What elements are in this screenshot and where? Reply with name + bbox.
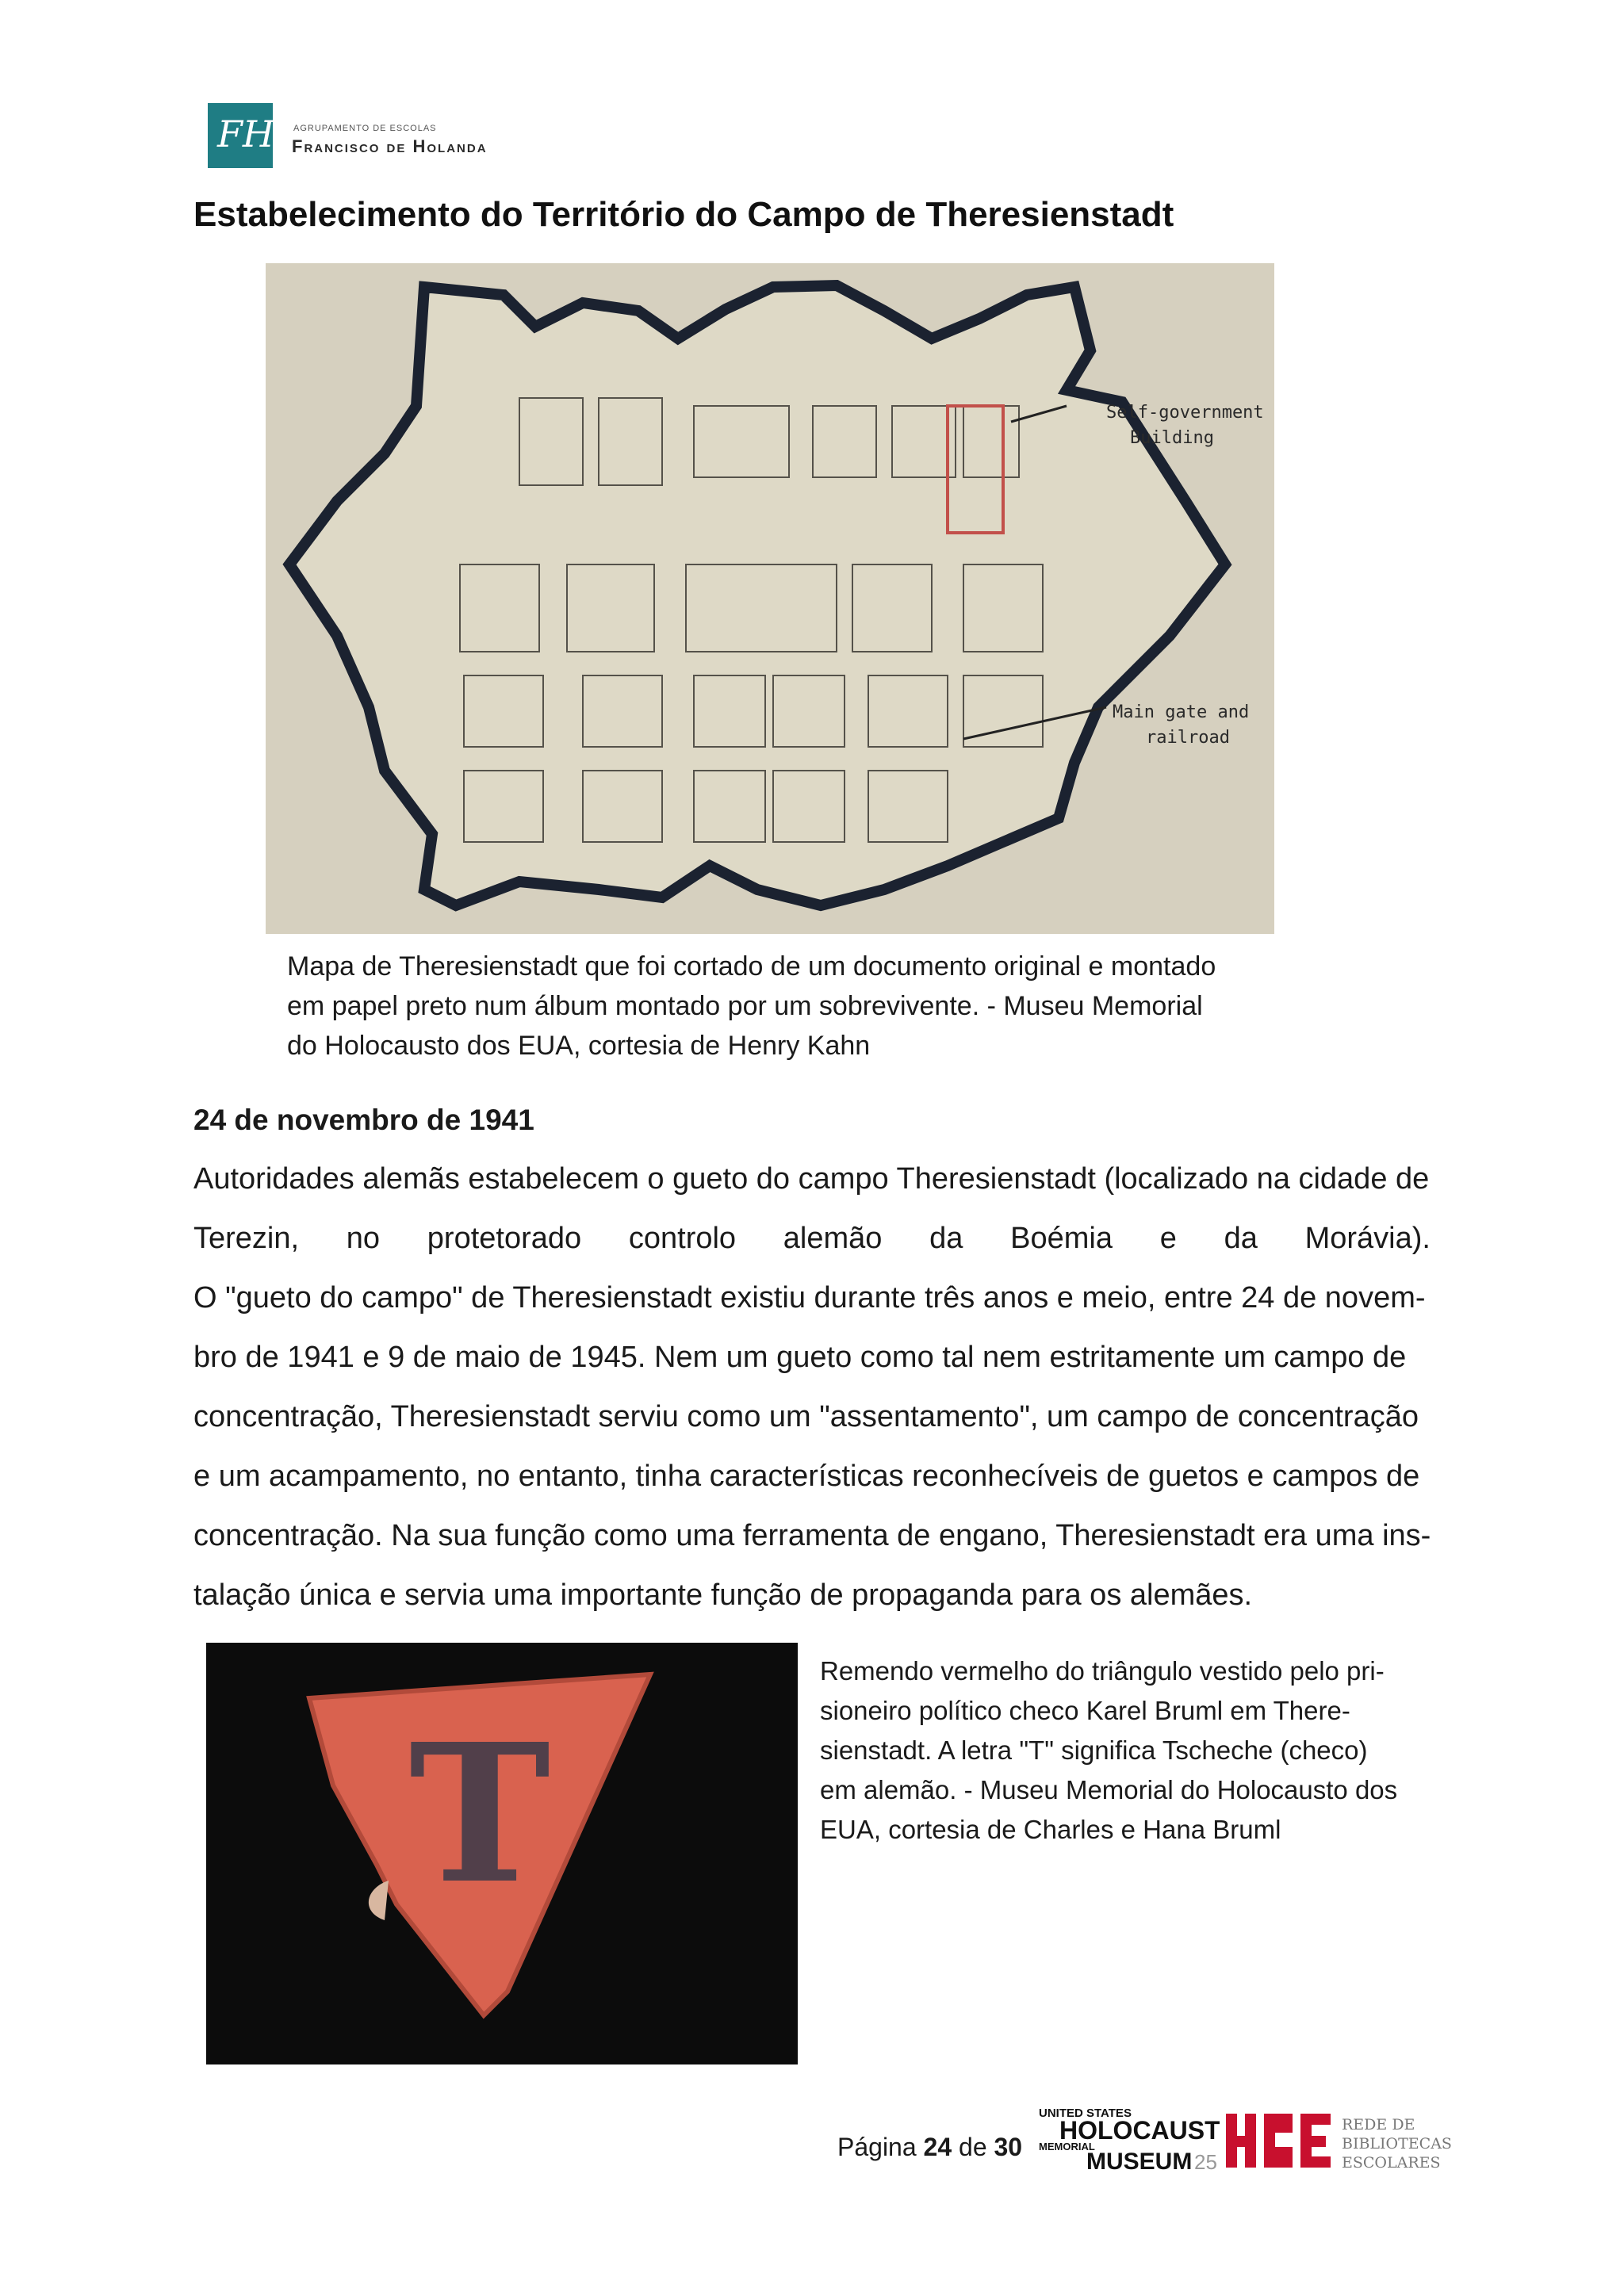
badge-caption-line: sienstadt. A letra "T" significa Tscheche (checo) [820,1735,1368,1765]
body-line: O "gueto do campo" de Theresienstadt existiu durante três anos e meio, entre 24 de novem- [193,1281,1426,1314]
map-label-building: Building [1130,428,1214,448]
body-line: talação única e servia uma importante função de propaganda para os alemães. [193,1578,1253,1612]
theresienstadt-map-image [266,263,1274,934]
rbe-logo [1226,2103,1456,2175]
section-date-heading: 24 de novembro de 1941 [193,1104,534,1136]
map-caption-line: do Holocausto dos EUA, cortesia de Henry Kahn [287,1031,871,1061]
word: e [1159,1222,1177,1255]
body-line: bro de 1941 e 9 de maio de 1945. Nem um gueto como tal nem estritamente um campo de [193,1341,1407,1374]
page-number: Página 24 de 30 [837,2133,1023,2161]
word: alemão [783,1222,883,1255]
body-line: concentração, Theresienstadt serviu como um "assentamento", um campo de concentração [193,1400,1419,1433]
page-title: Estabelecimento do Território do Campo de Theresienstadt [193,195,1174,234]
ushmm-line2: HOLOCAUST [1059,2116,1220,2145]
word: no [346,1222,381,1255]
ushmm-logo [1037,2103,1220,2175]
map-label-railroad: railroad [1146,728,1230,748]
triangle-badge-drawing [206,1643,798,2064]
word: da [929,1222,963,1255]
word: Morávia). [1304,1222,1431,1255]
map-label-main-gate: Main gate and [1113,702,1250,722]
body-line: e um acampamento, no entanto, tinha características reconhecíveis de guetos e campos de [193,1460,1420,1493]
map-label-self-government: Self-government [1106,403,1264,423]
map-caption [287,947,1318,1066]
badge-letter: T [408,1702,551,1926]
current-page: 24 [923,2133,952,2161]
word: controlo [628,1222,737,1255]
body-line: Autoridades alemãs estabelecem o gueto do campo Theresienstadt (localizado na cidade de [193,1162,1430,1196]
rbe-line2: BIBLIOTECAS [1342,2135,1452,2152]
badge-caption-line: Remendo vermelho do triângulo vestido pelo pri- [820,1656,1385,1686]
body-line-justified [193,1222,1431,1256]
ushmm-25: 25 [1194,2150,1217,2174]
rbe-line1: REDE DE [1342,2116,1415,2133]
ushmm-line4: MUSEUM [1086,2149,1193,2175]
word: Boémia [1010,1222,1113,1255]
badge-caption [820,1651,1419,1850]
school-logo-subtitle: AGRUPAMENTO DE ESCOLAS [293,124,437,133]
badge-caption-line: EUA, cortesia de Charles e Hana Bruml [820,1815,1281,1844]
body-line: concentração. Na sua função como uma ferramenta de engano, Theresienstadt era uma ins- [193,1519,1431,1552]
red-triangle-badge-photo [206,1643,798,2064]
rbe-mark-icon [1226,2114,1331,2168]
ushmm-line1: UNITED STATES [1039,2107,1132,2120]
badge-caption-line: sioneiro político checo Karel Bruml em There- [820,1696,1350,1725]
map-caption-line: em papel preto num álbum montado por um sobrevivente. - Museu Memorial [287,991,1203,1021]
school-logo-mark: FH [208,103,273,168]
word: protetorado [427,1222,582,1255]
word: da [1224,1222,1258,1255]
map-drawing [266,263,1274,934]
badge-caption-line: em alemão. - Museu Memorial do Holocausto dos [820,1775,1398,1804]
word: Terezin, [193,1222,300,1255]
total-pages: 30 [994,2133,1023,2161]
rbe-line3: ESCOLARES [1342,2154,1441,2172]
school-logo-name: Francisco de Holanda [292,136,488,156]
ushmm-line3: MEMORIAL [1039,2141,1095,2152]
map-caption-line: Mapa de Theresienstadt que foi cortado de um documento original e montado [287,951,1216,982]
